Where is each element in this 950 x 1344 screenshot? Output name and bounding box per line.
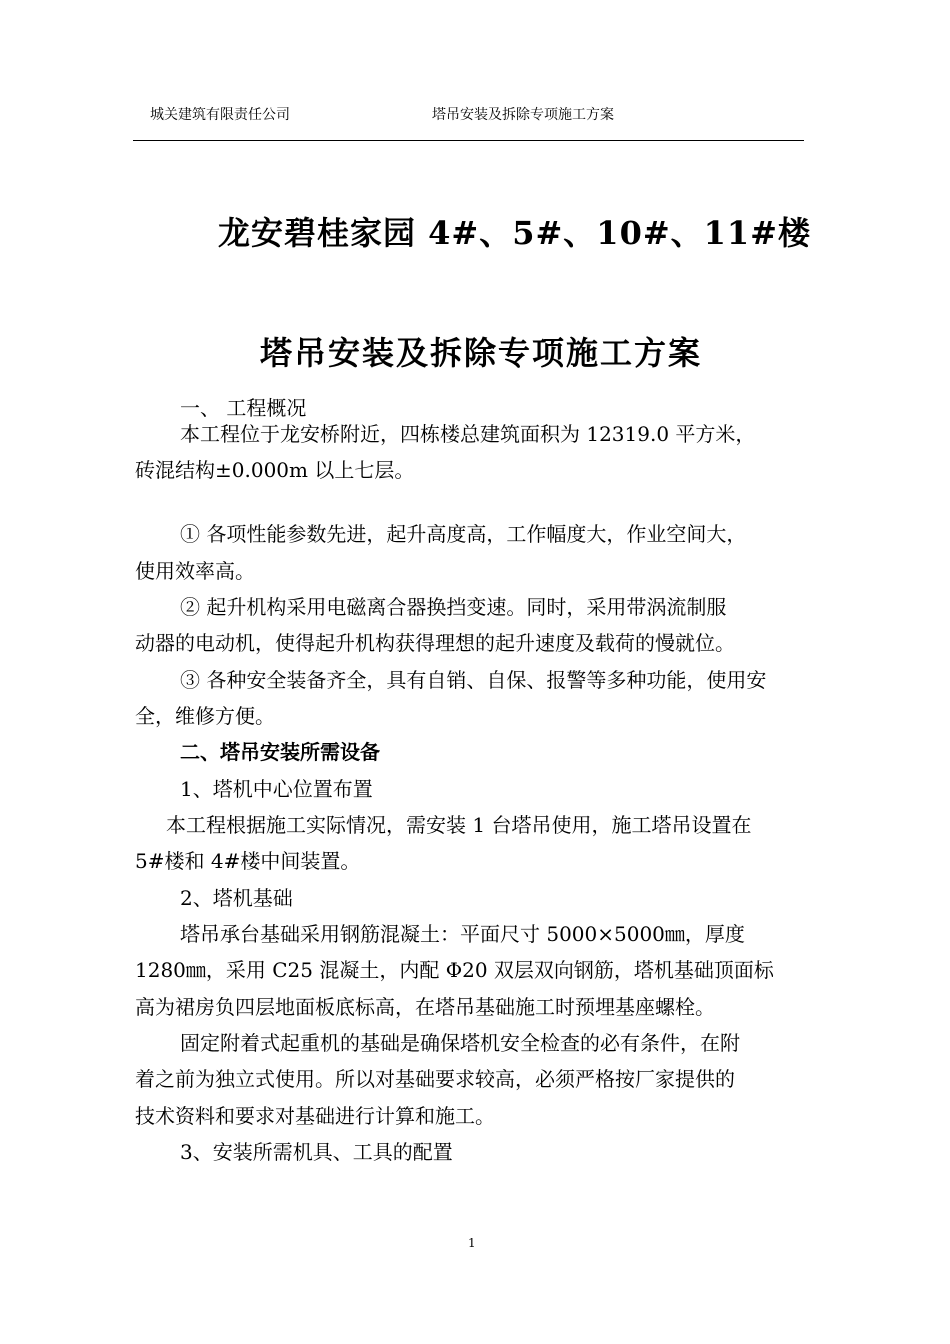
page-number: 1 xyxy=(468,1236,476,1250)
feature-item-2-line: ② 起升机构采用电磁离合器换挡变速。同时，采用带涡流制服 xyxy=(180,595,727,619)
subsection-3-heading: 3、安装所需机具、工具的配置 xyxy=(180,1140,453,1164)
header-doc-title: 塔吊安装及拆除专项施工方案 xyxy=(432,107,614,123)
document-title-line2: 塔吊安装及拆除专项施工方案 xyxy=(260,334,703,372)
subsection-2-paragraph-line: 高为裙房负四层地面板底标高，在塔吊基础施工时预埋基座螺栓。 xyxy=(135,995,715,1019)
header-company: 城关建筑有限责任公司 xyxy=(150,107,290,123)
subsection-1-paragraph-line: 本工程根据施工实际情况，需安装 1 台塔吊使用，施工塔吊设置在 xyxy=(166,813,752,837)
subsection-2-paragraph-line: 固定附着式起重机的基础是确保塔机安全检查的必有条件，在附 xyxy=(180,1031,740,1055)
header-divider xyxy=(133,140,804,141)
feature-item-2-line: 动器的电动机，使得起升机构获得理想的起升速度及载荷的慢就位。 xyxy=(135,631,735,655)
section2-heading: 二、塔吊安装所需设备 xyxy=(180,740,380,764)
document-title-line1: 龙安碧桂家园 4#、5#、10#、11#楼 xyxy=(218,214,811,252)
feature-item-1-line: 使用效率高。 xyxy=(135,559,255,583)
feature-item-1-line: ① 各项性能参数先进，起升高度高，工作幅度大，作业空间大， xyxy=(180,522,747,546)
subsection-1-heading: 1、塔机中心位置布置 xyxy=(180,777,373,801)
feature-item-3-line: ③ 各种安全装备齐全，具有自销、自保、报警等多种功能，使用安 xyxy=(180,668,767,692)
feature-item-3-line: 全，维修方便。 xyxy=(135,704,275,728)
section1-paragraph-line: 本工程位于龙安桥附近，四栋楼总建筑面积为 12319.0 平方米， xyxy=(180,422,756,446)
subsection-2-heading: 2、塔机基础 xyxy=(180,886,293,910)
section1-heading: 一、 工程概况 xyxy=(180,396,307,420)
subsection-2-paragraph-line: 着之前为独立式使用。所以对基础要求较高，必须严格按厂家提供的 xyxy=(135,1067,735,1091)
subsection-2-paragraph-line: 技术资料和要求对基础进行计算和施工。 xyxy=(135,1104,495,1128)
subsection-2-paragraph-line: 1280㎜，采用 C25 混凝土，内配 Φ20 双层双向钢筋，塔机基础顶面标 xyxy=(135,958,774,982)
subsection-2-paragraph-line: 塔吊承台基础采用钢筋混凝土：平面尺寸 5000×5000㎜，厚度 xyxy=(180,922,745,946)
subsection-1-paragraph-line: 5#楼和 4#楼中间装置。 xyxy=(135,849,361,873)
section1-paragraph-line: 砖混结构±0.000m 以上七层。 xyxy=(135,458,415,482)
